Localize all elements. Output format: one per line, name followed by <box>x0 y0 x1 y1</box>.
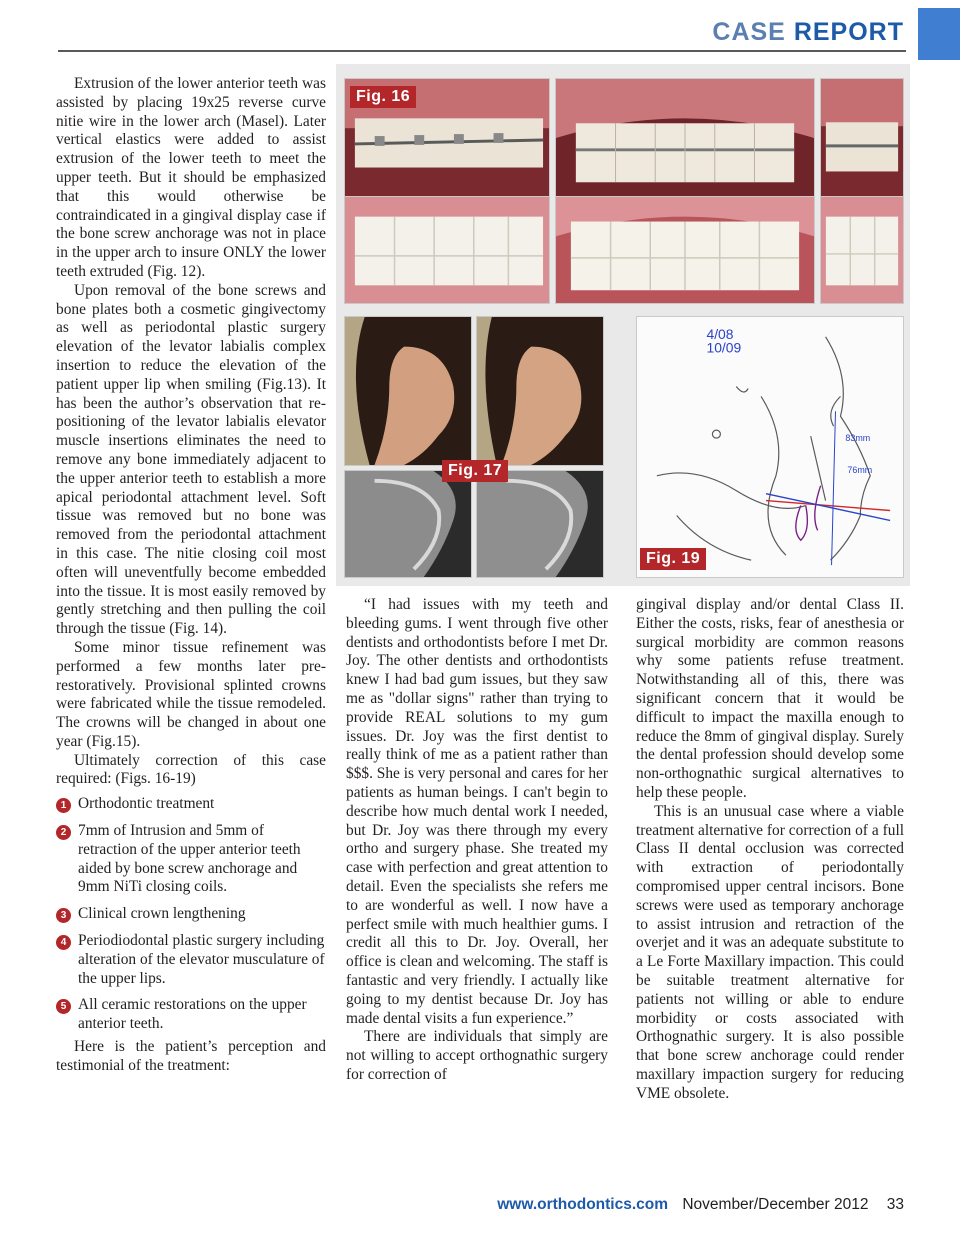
list-number-badge: 3 <box>56 908 71 923</box>
profile-photo-after <box>476 316 604 466</box>
header-rule <box>58 50 906 52</box>
intraoral-photo-left-braces <box>820 78 904 200</box>
list-number-badge: 4 <box>56 935 71 950</box>
column-right <box>636 596 904 1104</box>
footer-date: November/December 2012 <box>682 1196 869 1213</box>
intraoral-photo-front-braces <box>555 78 815 200</box>
col1-paragraph-3: Some minor tissue refinement was performed a few months later pre-restoratively. Provisional splinted crowns were fabricated while the tissue remodeled. The crowns will be changed in about one year (Fig.15). <box>56 638 326 750</box>
intraoral-photo-right-final <box>344 196 550 304</box>
list-item-text: 7mm of Intrusion and 5mm of retraction of the upper anterior teeth aided by bone screw anchorage and 9mm NiTi closing coils. <box>78 822 301 896</box>
tracing-date-note: 4/08 10/09 <box>706 325 742 356</box>
page-footer <box>497 1196 904 1214</box>
intraoral-photo-front-final <box>555 196 815 304</box>
list-item-text: All ceramic restorations on the upper anterior teeth. <box>78 996 307 1033</box>
list-item <box>56 905 326 924</box>
col1-paragraph-2: Upon removal of the bone screws and bone plates both a cosmetic gingivectomy as well as periodontal plastic surgery elevation of the levator labialis complex insertion to reduce the elevation of the patient upper lip when smiling (Fig.13). It has been the author’s observation that re-positioning of the levator labialis elevator muscle insertions eliminates the need to remove any bone immediately adjacent to the upper anterior teeth to establish a more apical periodontal attachment level. Soft tissue was removed but no bone was removed from the periodontal attachment in this case. The nitie closing coil most often will uneventfully become embedded into the tissue. It is most easily removed by gently stretching and then pulling the coil through the tissue (Fig. 14). <box>56 281 326 638</box>
fig17-label: Fig. 17 <box>442 460 508 482</box>
column-middle <box>346 596 608 1085</box>
intraoral-photo-left-final <box>820 196 904 304</box>
section-title <box>712 18 904 47</box>
col1-paragraph-1: Extrusion of the lower anterior teeth was assisted by placing 19x25 reverse curve nitie wire in the lower arch (Masel). Later vertical elastics were added to assist extrusion of the lower teeth to meet the upper teeth. But it should be emphasized that this would otherwise be contraindicated in a gingival display case if the bone screw anchorage was not in place in the upper arch to insure ONLY the lower teeth extruded (Fig. 12). <box>56 75 326 280</box>
column-left <box>56 75 326 1076</box>
footer-url[interactable]: www.orthodontics.com <box>497 1196 669 1213</box>
col3-paragraph-1: gingival display and/or dental Class II. Either the costs, risks, fear of anesthesia or surgical morbidity are common reasons why some patients refuse treatment. Notwithstanding all of this, there was significant concern that it would be difficult to impact the maxilla enough to reduce the 8mm of gingival display. Surely the dental profession should develop some non-orthognathic surgical alternatives to help these people. <box>636 596 904 801</box>
col1-paragraph-4: Ultimately correction of this case required: (Figs. 16-19) <box>56 751 326 788</box>
col2-paragraph-2: There are individuals that simply are not willing to accept orthognathic surgery for correction of <box>346 1028 608 1083</box>
list-item <box>56 932 326 988</box>
ceph-tracing <box>636 316 904 578</box>
list-item-text: Orthodontic treatment <box>78 795 215 813</box>
header-color-tab <box>918 8 960 60</box>
section-title-word2: REPORT <box>793 18 904 46</box>
fig19-label: Fig. 19 <box>640 548 706 570</box>
list-item-text: Periodiodontal plastic surgery including alteration of the elevator musculature of the upper lips. <box>78 932 325 987</box>
fig16-label: Fig. 16 <box>350 86 416 108</box>
page-number: 33 <box>886 1196 904 1213</box>
tracing-measure-2: 76mm <box>847 464 873 475</box>
col1-paragraph-5: Here is the patient’s perception and testimonial of the treatment: <box>56 1038 326 1074</box>
ceph-xray-before <box>344 470 472 578</box>
list-number-badge: 5 <box>56 999 71 1014</box>
section-title-word1: CASE <box>712 18 786 46</box>
col3-paragraph-2: This is an unusual case where a viable treatment alternative for correction of a full Class II dental occlusion was corrected with extraction of periodontally compromised upper central incisors. Bone screws were used as temporary anchorage to assist intrusion and retraction of the overjet and it was an adequate substitute to a Le Forte Maxillary impaction. This could be suitable treatment alternative for patients not willing or able to endure morbidity or costs associated with Orthognathic surgery. It is also possible that bone screw anchorage could render maxillary impaction surgery for reducing VME obsolete. <box>636 802 904 1102</box>
treatment-list <box>56 795 326 1034</box>
list-item <box>56 795 326 814</box>
tracing-measure-1: 83mm <box>845 433 871 444</box>
list-item <box>56 822 326 897</box>
ceph-xray-after <box>476 470 604 578</box>
profile-photo-before <box>344 316 472 466</box>
list-number-badge: 2 <box>56 825 71 840</box>
testimonial-quote: “I had issues with my teeth and bleeding gums. I went through five other dentists and orthodontists before I met Dr. Joy. The other dentists and orthodontists knew I had bad gum issues, but they saw me as "dollar signs" rather than trying to provide REAL solutions to my gum issues. Dr. Joy was the first dentist to really think of me as a patient rather than $$$. She is very personal and cares for her patients as human beings. I can't begin to describe how much dental work I needed, but Dr. Joy was there through my every ortho and surgery phase. She treated my case with perfection and great attention to detail. Even the specialists she refers me to are wonderful as well. I now have a perfect smile with much healthier gums. I credit all this to Dr. Joy. Overall, her office is clean and welcoming. The staff is fantastic and very friendly. I actually like going to my dentist because Dr. Joy has made dental visits a fun experience.” <box>346 596 608 1027</box>
list-item <box>56 996 326 1034</box>
list-number-badge: 1 <box>56 798 71 813</box>
list-item-text: Clinical crown lengthening <box>78 905 246 923</box>
